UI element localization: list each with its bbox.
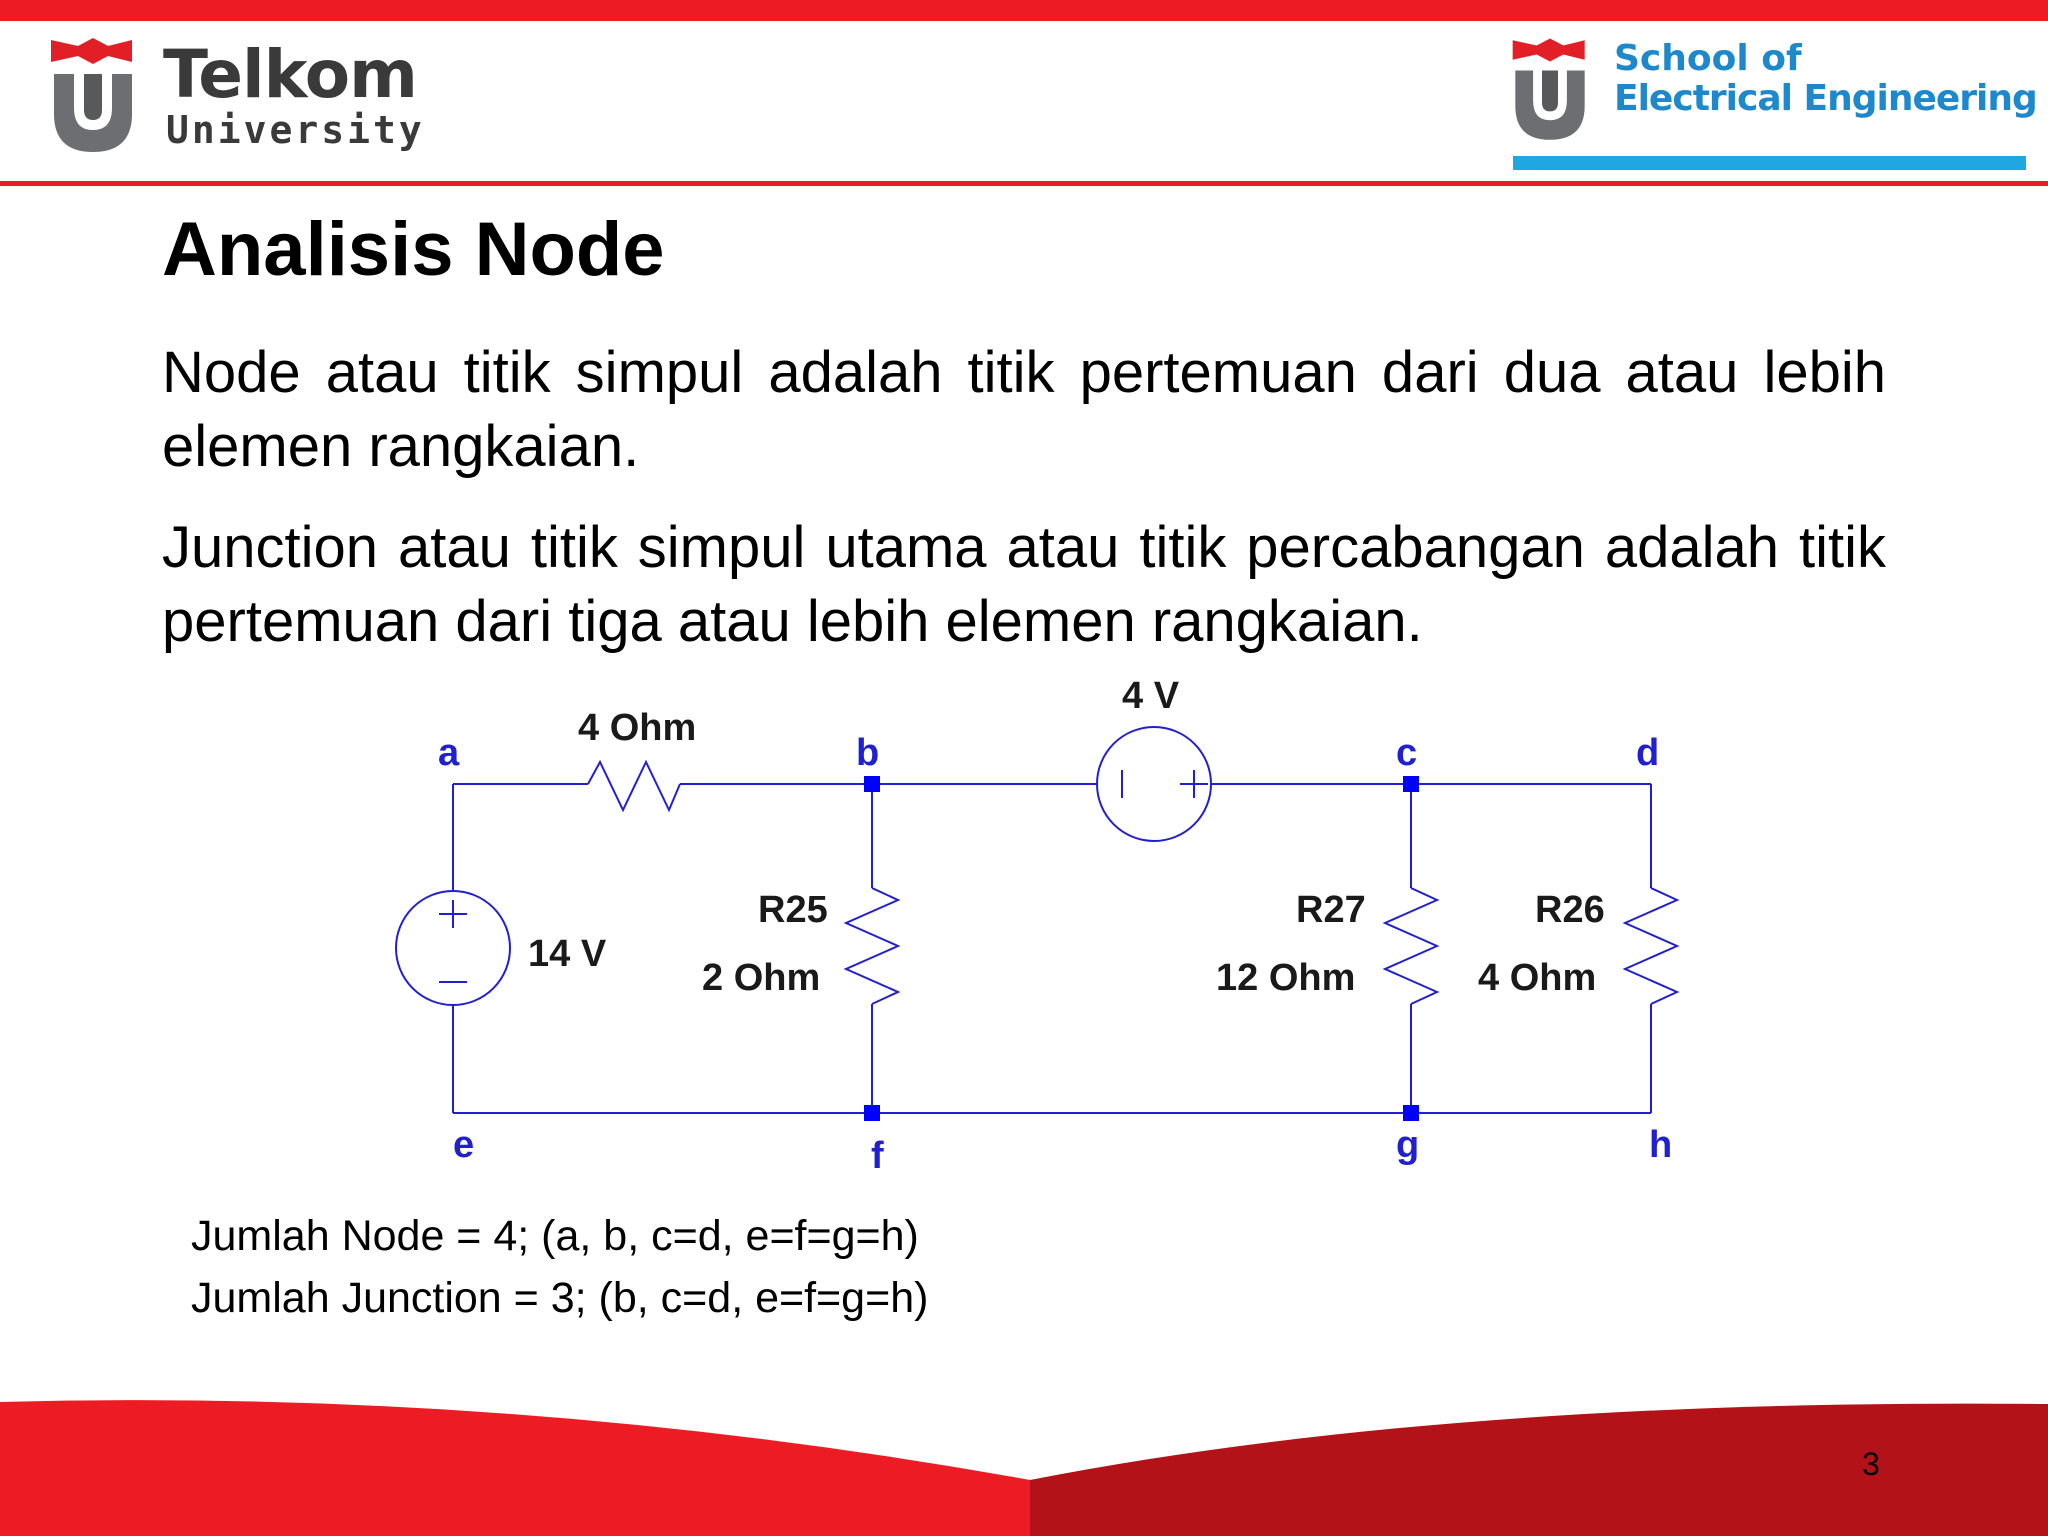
- label-r27-name: R27: [1296, 889, 1366, 931]
- node-label-a: a: [438, 732, 460, 774]
- junction-node-c: [1403, 776, 1419, 792]
- label-r27-value: 12 Ohm: [1216, 957, 1356, 999]
- slide-title: Analisis Node: [162, 207, 665, 292]
- node-label-e: e: [453, 1124, 475, 1166]
- telkom-university-logo: [48, 36, 425, 156]
- node-label-d: d: [1636, 732, 1660, 774]
- top-accent-bar: [0, 0, 2048, 21]
- label-r26-name: R26: [1535, 889, 1605, 931]
- resistor-r26: [1625, 888, 1677, 1004]
- resistor-r25: [846, 888, 898, 1004]
- junction-node-f: [864, 1105, 880, 1121]
- label-source-4v: 4 V: [1122, 675, 1180, 717]
- node-label-g: g: [1396, 1124, 1420, 1166]
- label-resistor-top-value: 4 Ohm: [578, 707, 697, 749]
- label-r25-name: R25: [758, 889, 828, 931]
- resistor-4-ohm-top: [588, 762, 680, 810]
- circuit-diagram: [380, 670, 1700, 1180]
- note-node-count: Jumlah Node = 4; (a, b, c=d, e=f=g=h): [191, 1212, 919, 1260]
- logo-title: Telkom: [163, 36, 417, 113]
- node-label-f: f: [871, 1135, 884, 1177]
- logo-line-2: Electrical Engineering: [1614, 78, 2037, 119]
- label-r25-value: 2 Ohm: [702, 957, 821, 999]
- header-divider: [0, 181, 2048, 186]
- school-electrical-engineering-logo: [1510, 34, 2037, 174]
- paragraph-junction-definition: Junction atau titik simpul utama atau titik percabangan adalah titik pertemuan dari tiga atau lebih elemen rangkaian.: [162, 515, 1886, 654]
- telkom-emblem-icon: [48, 36, 138, 156]
- page-number: 3: [1862, 1446, 1880, 1482]
- label-source-14v: 14 V: [528, 933, 607, 975]
- junction-node-g: [1403, 1105, 1419, 1121]
- logo-line-1: School of: [1614, 38, 1802, 79]
- telkom-emblem-icon: [1510, 34, 1590, 146]
- junction-node-b: [864, 776, 880, 792]
- node-label-b: b: [856, 732, 880, 774]
- circuit-wires: [396, 727, 1677, 1113]
- note-junction-count: Jumlah Junction = 3; (b, c=d, e=f=g=h): [191, 1274, 929, 1322]
- resistor-r27: [1385, 888, 1437, 1004]
- logo-underline: [1513, 156, 2026, 170]
- footer-wave: [0, 1390, 2048, 1536]
- paragraph-node-definition: Node atau titik simpul adalah titik pertemuan dari dua atau lebih elemen rangkaian.: [162, 340, 1886, 479]
- label-r26-value: 4 Ohm: [1478, 957, 1597, 999]
- node-label-c: c: [1396, 732, 1418, 774]
- logo-subtitle: University: [166, 108, 425, 152]
- node-label-h: h: [1649, 1124, 1673, 1166]
